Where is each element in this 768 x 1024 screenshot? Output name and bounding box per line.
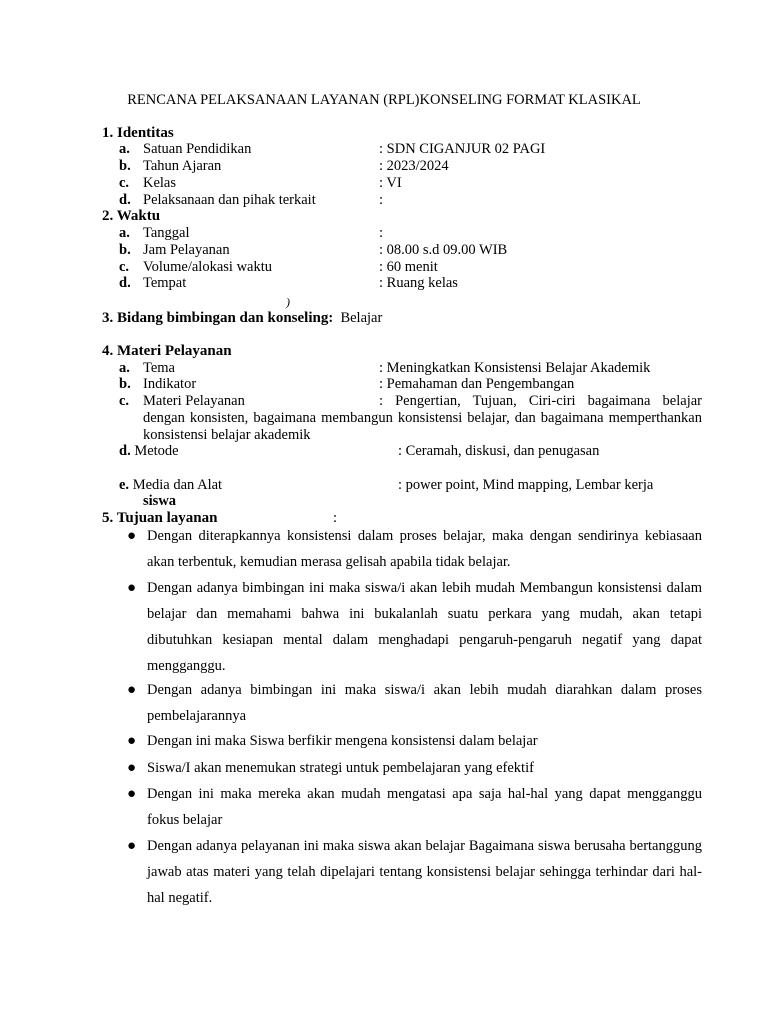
tujuan-item-3: Dengan adanya bimbingan ini maka siswa/i akan lebih mudah diarahkan dalam proses pembelajarannya: [147, 682, 702, 724]
identitas-d-value: :: [379, 192, 384, 208]
bullet-marker: ●: [127, 760, 137, 776]
materi-a-label: Tema: [143, 360, 175, 376]
document-title: RENCANA PELAKSANAAN LAYANAN (RPL)KONSELING FORMAT KLASIKAL: [127, 92, 641, 108]
materi-pelayanan-continuation: dengan konsisten, bagaimana membangun konsistensi belajar, dan bagaimana memperthankan konsistensi belajar akademik: [143, 410, 702, 443]
identitas-b-value: : 2023/2024: [379, 158, 449, 174]
section-bidang-row: [102, 310, 382, 327]
tujuan-item-7: Dengan adanya pelayanan ini maka siswa akan belajar Bagaimana siswa berusaha bertanggung jawab atas materi yang telah dipelajari tentang konsistensi belajar sehingga terhindar dari hal-hal negatif.: [147, 838, 702, 906]
materi-media-continuation: siswa: [143, 493, 177, 509]
identitas-b-label: Tahun Ajaran: [143, 158, 222, 174]
tujuan-item-2: Dengan adanya bimbingan ini maka siswa/i akan lebih mudah Membangun konsistensi dalam belajar dan memahami bahwa ini bukalanlah suatu perkara yang mudah, akan tetapi dibutuhkan kesiapan mental dalam menghadapi pengaruh-pengaruh negatif yang dapat mengganggu.: [147, 580, 702, 674]
waktu-d-label: Tempat: [143, 275, 187, 291]
waktu-b-value: : 08.00 s.d 09.00 WIB: [379, 242, 508, 258]
waktu-c-value: : 60 menit: [379, 259, 438, 275]
waktu-d-value: : Ruang kelas: [379, 275, 458, 291]
materi-c-label: Materi Pelayanan: [143, 393, 245, 409]
bullet-marker: ●: [127, 528, 137, 544]
section-bidang-heading: 3. Bidang bimbingan dan konseling: [102, 310, 329, 326]
identitas-d-label: Pelaksanaan dan pihak terkait: [143, 192, 316, 208]
identitas-a-label: Satuan Pendidikan: [143, 141, 252, 157]
bullet-marker: ●: [127, 733, 137, 749]
waktu-c-label: Volume/alokasi waktu: [143, 259, 273, 275]
bullet-marker: ●: [127, 838, 137, 854]
waktu-b-letter: b.: [119, 242, 131, 258]
identitas-c-letter: c.: [119, 175, 130, 191]
tujuan-item-5: Siswa/I akan menemukan strategi untuk pembelajaran yang efektif: [147, 760, 534, 776]
tujuan-item-1: Dengan diterapkannya konsistensi dalam proses belajar, maka dengan sendirinya kebiasaan akan terbentuk, kemudian merasa gelisah apabila tidak belajar.: [147, 528, 702, 570]
identitas-d-letter: d.: [119, 192, 131, 208]
waktu-a-letter: a.: [119, 225, 130, 241]
materi-c-letter: c.: [119, 393, 130, 409]
bullet-marker: ●: [127, 786, 137, 802]
tujuan-item-6: Dengan ini maka mereka akan mudah mengatasi apa saja hal-hal yang dapat mengganggu fokus belajar: [147, 786, 702, 828]
materi-e-letter: e.: [119, 477, 130, 493]
section-tujuan-heading: 5. Tujuan layanan: [102, 510, 218, 526]
identitas-a-letter: a.: [119, 141, 130, 157]
materi-a-letter: a.: [119, 360, 130, 376]
section-waktu-heading: 2. Waktu: [102, 208, 161, 224]
materi-indikator-value: : Pemahaman dan Pengembangan: [379, 376, 575, 392]
identitas-b-letter: b.: [119, 158, 131, 174]
tujuan-item-4: Dengan ini maka Siswa berfikir mengena konsistensi dalam belajar: [147, 733, 538, 749]
materi-metode-value: : Ceramah, diskusi, dan penugasan: [398, 443, 600, 459]
bidang-colon: :: [328, 310, 334, 326]
materi-d-label: Metode: [134, 443, 179, 459]
identitas-c-label: Kelas: [143, 175, 177, 191]
waktu-c-letter: c.: [119, 259, 130, 275]
materi-tema-value: : Meningkatkan Konsistensi Belajar Akademik: [379, 360, 651, 376]
materi-pelayanan-value: : Pengertian, Tujuan, Ciri-ciri bagaimana belajar: [379, 393, 702, 409]
stray-parenthesis: ): [286, 295, 290, 309]
waktu-a-value: :: [379, 225, 384, 241]
materi-b-label: Indikator: [143, 376, 197, 392]
waktu-b-label: Jam Pelayanan: [143, 242, 230, 258]
materi-d-letter: d.: [119, 443, 131, 459]
materi-b-letter: b.: [119, 376, 131, 392]
materi-e-label: Media dan Alat: [132, 477, 223, 493]
materi-e-row: [119, 477, 222, 494]
waktu-d-letter: d.: [119, 275, 131, 291]
identitas-c-value: : VI: [379, 175, 402, 191]
bidang-value: Belajar: [340, 310, 383, 326]
waktu-a-label: Tanggal: [143, 225, 190, 241]
section-identitas-heading: 1. Identitas: [102, 125, 174, 141]
tujuan-colon: :: [333, 510, 338, 526]
section-materi-heading: 4. Materi Pelayanan: [102, 343, 232, 359]
materi-d-row: [119, 443, 179, 460]
identitas-a-value: : SDN CIGANJUR 02 PAGI: [379, 141, 546, 157]
bullet-marker: ●: [127, 580, 137, 596]
bullet-marker: ●: [127, 682, 137, 698]
materi-media-value: : power point, Mind mapping, Lembar kerja: [398, 477, 654, 493]
